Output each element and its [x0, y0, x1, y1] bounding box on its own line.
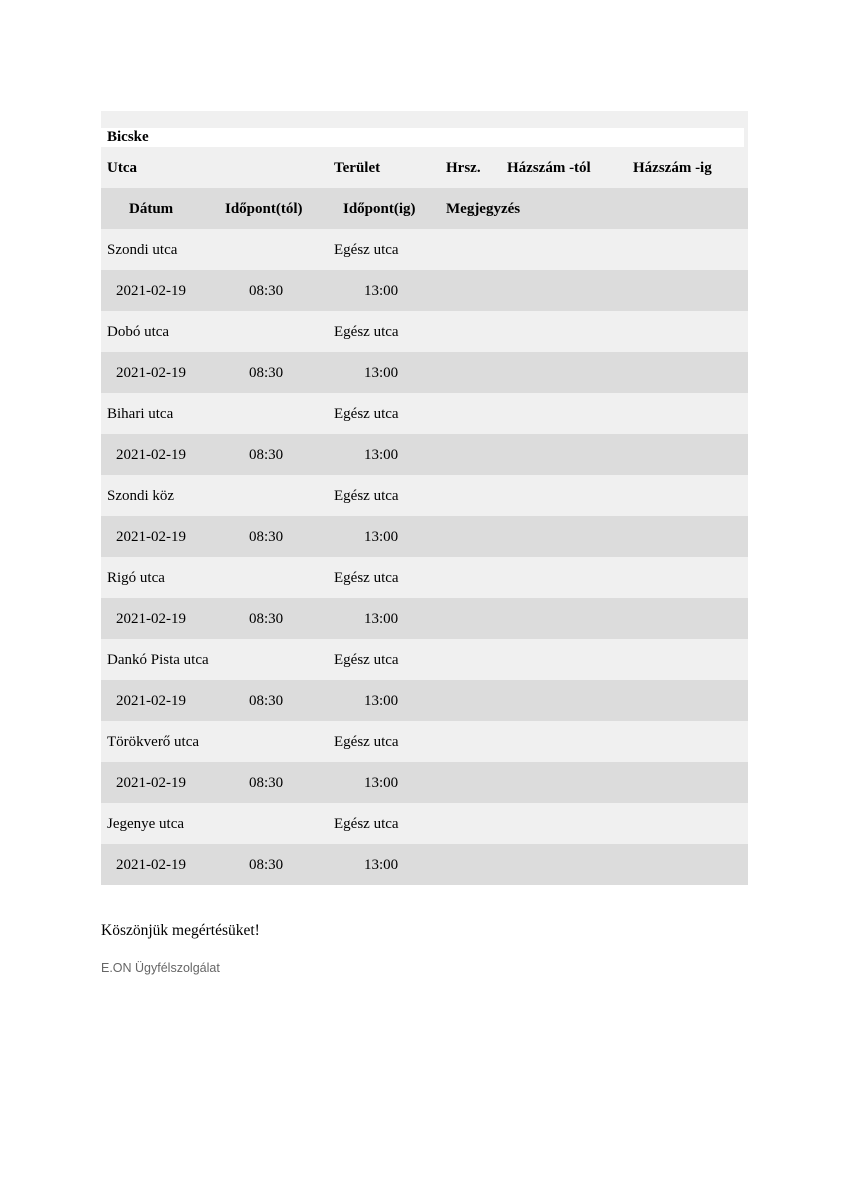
- street-name: Jegenye utca: [107, 815, 185, 832]
- street-area: Egész utca: [334, 323, 399, 340]
- header-hazszam-ig: Házszám -ig: [633, 159, 712, 176]
- street-row: [101, 475, 748, 516]
- street-row: [101, 721, 748, 762]
- street-area: Egész utca: [334, 733, 399, 750]
- street-row: [101, 803, 748, 844]
- time-row: [101, 762, 748, 803]
- outage-date: 2021-02-19: [116, 446, 186, 463]
- signature-text: E.ON Ügyfélszolgálat: [101, 961, 220, 975]
- street-area: Egész utca: [334, 241, 399, 258]
- time-header-row: [101, 188, 748, 229]
- street-name: Szondi utca: [107, 241, 178, 258]
- header-utca: Utca: [107, 159, 137, 176]
- street-name: Dankó Pista utca: [107, 651, 209, 668]
- time-row: [101, 598, 748, 639]
- street-row: [101, 639, 748, 680]
- street-name: Törökverő utca: [107, 733, 200, 750]
- outage-date: 2021-02-19: [116, 610, 186, 627]
- header-idopont-tol: Időpont(tól): [225, 200, 303, 217]
- outage-from: 08:30: [249, 610, 284, 627]
- outage-date: 2021-02-19: [116, 364, 186, 381]
- outage-to: 13:00: [364, 446, 399, 463]
- time-row: [101, 844, 748, 885]
- outage-date: 2021-02-19: [116, 528, 186, 545]
- street-name: Szondi köz: [107, 487, 175, 504]
- street-area: Egész utca: [334, 815, 399, 832]
- city-section: [101, 111, 748, 147]
- outage-date: 2021-02-19: [116, 282, 186, 299]
- street-area: Egész utca: [334, 651, 399, 668]
- outage-from: 08:30: [249, 446, 284, 463]
- time-row: [101, 516, 748, 557]
- outage-table: [101, 111, 748, 885]
- time-row: [101, 352, 748, 393]
- outage-to: 13:00: [364, 774, 399, 791]
- outage-from: 08:30: [249, 528, 284, 545]
- outage-date: 2021-02-19: [116, 856, 186, 873]
- outage-to: 13:00: [364, 692, 399, 709]
- entries-list: [101, 229, 748, 885]
- street-area: Egész utca: [334, 405, 399, 422]
- street-area: Egész utca: [334, 487, 399, 504]
- thanks-text: Köszönjük megértésüket!: [101, 922, 260, 939]
- outage-to: 13:00: [364, 528, 399, 545]
- time-row: [101, 680, 748, 721]
- header-idopont-ig: Időpont(ig): [343, 200, 416, 217]
- outage-to: 13:00: [364, 610, 399, 627]
- city-name: Bicske: [107, 129, 149, 145]
- header-hazszam-tol: Házszám -tól: [507, 159, 591, 176]
- header-hrsz: Hrsz.: [446, 159, 481, 176]
- time-row: [101, 434, 748, 475]
- street-area: Egész utca: [334, 569, 399, 586]
- outage-to: 13:00: [364, 856, 399, 873]
- outage-to: 13:00: [364, 364, 399, 381]
- street-header-row: [101, 147, 748, 188]
- header-datum: Dátum: [129, 200, 174, 217]
- outage-to: 13:00: [364, 282, 399, 299]
- outage-date: 2021-02-19: [116, 774, 186, 791]
- street-row: [101, 393, 748, 434]
- city-bar: [101, 128, 744, 147]
- outage-from: 08:30: [249, 774, 284, 791]
- street-name: Dobó utca: [107, 323, 170, 340]
- street-row: [101, 311, 748, 352]
- street-row: [101, 229, 748, 270]
- header-megjegyzes: Megjegyzés: [446, 200, 521, 217]
- outage-date: 2021-02-19: [116, 692, 186, 709]
- outage-from: 08:30: [249, 282, 284, 299]
- outage-from: 08:30: [249, 364, 284, 381]
- street-name: Rigó utca: [107, 569, 165, 586]
- outage-from: 08:30: [249, 692, 284, 709]
- header-terulet: Terület: [334, 159, 381, 176]
- time-row: [101, 270, 748, 311]
- outage-from: 08:30: [249, 856, 284, 873]
- street-row: [101, 557, 748, 598]
- street-name: Bihari utca: [107, 405, 174, 422]
